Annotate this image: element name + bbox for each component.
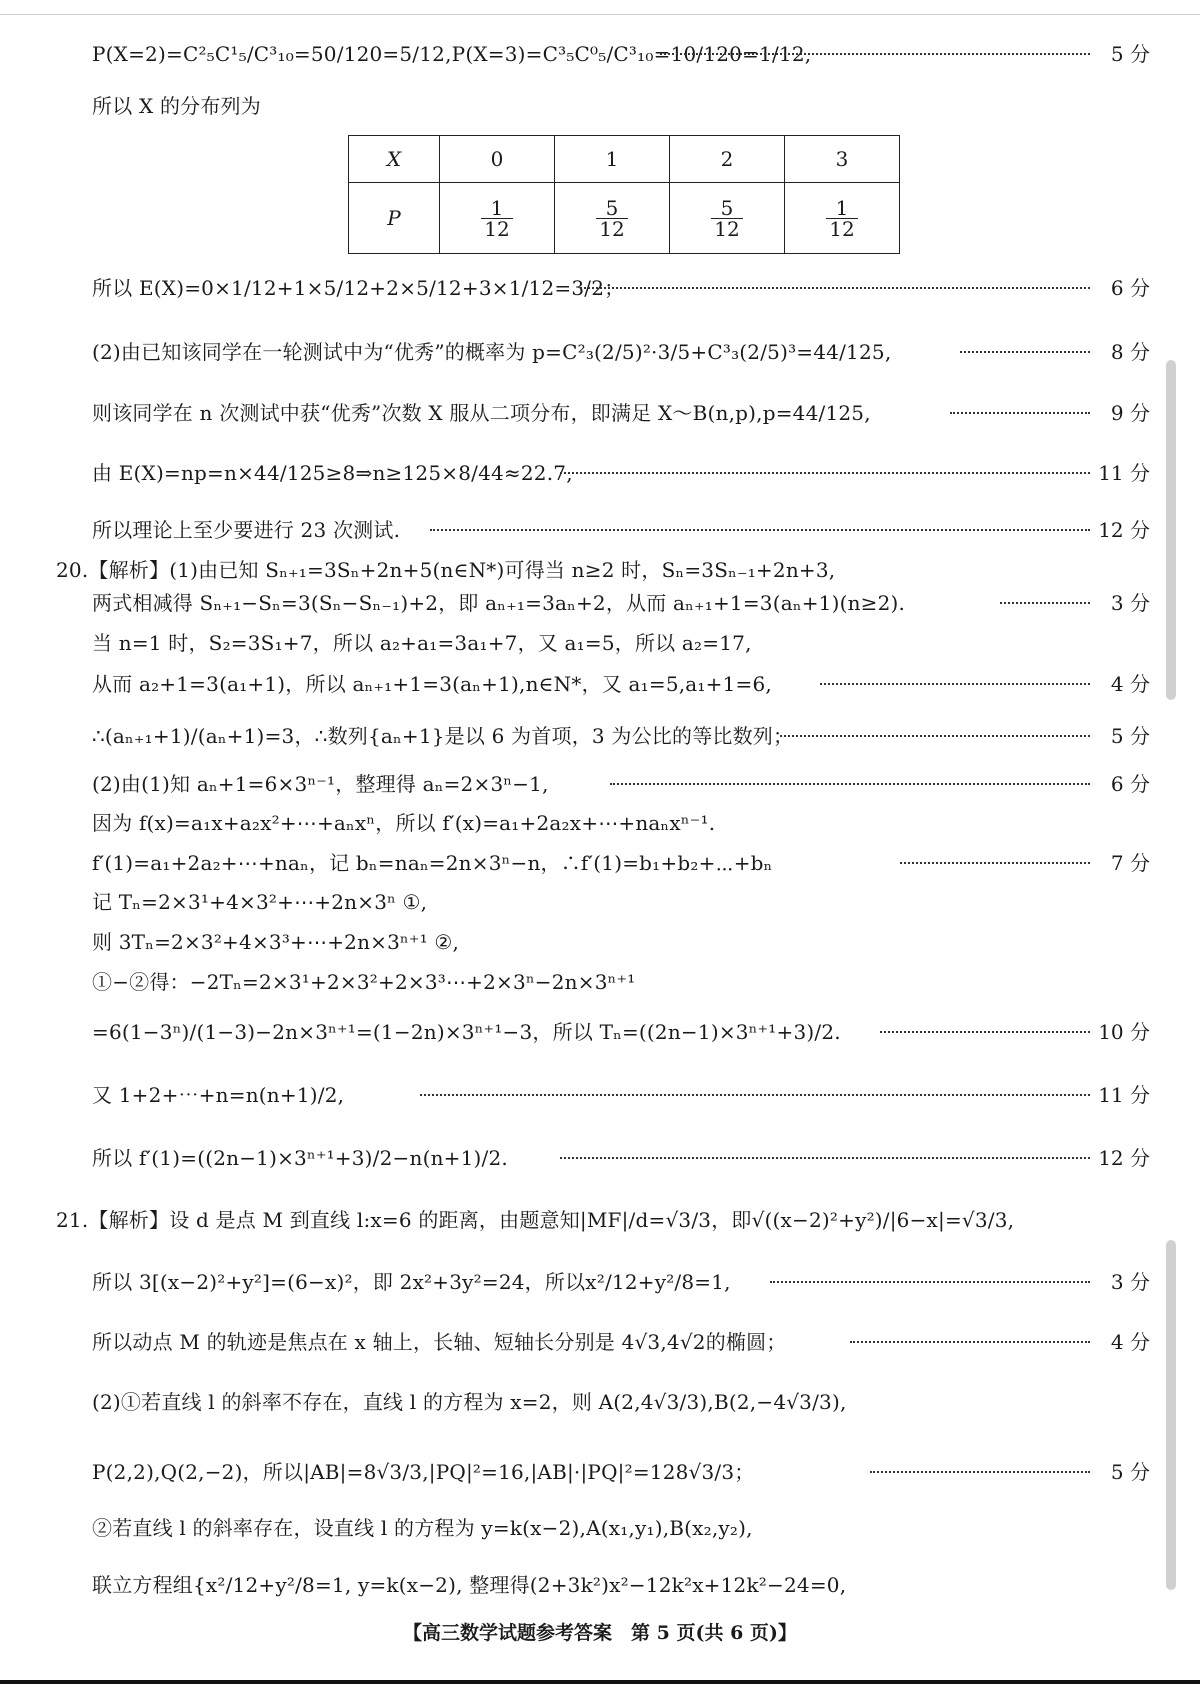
table-cell xyxy=(785,183,900,254)
score-label: 8 分 xyxy=(1110,340,1150,364)
score-label: 3 分 xyxy=(1110,591,1150,615)
leader-dots xyxy=(430,529,1090,531)
table-cell: 2 xyxy=(670,136,785,183)
q21-line-2 xyxy=(0,1262,1200,1302)
q20-line-9 xyxy=(0,882,1200,922)
score-label: 11 分 xyxy=(1098,461,1150,485)
score-label: 10 分 xyxy=(1098,1020,1150,1044)
leader-dots xyxy=(880,1031,1090,1033)
line-5 xyxy=(0,393,1200,433)
leader-dots xyxy=(660,53,1090,55)
q21-line-3 xyxy=(0,1322,1200,1362)
leader-dots xyxy=(560,1157,1090,1159)
q20-line-7 xyxy=(0,803,1200,843)
q20-line-12 xyxy=(0,1012,1200,1052)
score-label: 4 分 xyxy=(1110,672,1150,696)
leader-dots xyxy=(850,1341,1090,1343)
leader-dots xyxy=(580,287,1090,289)
line-text: 联立方程组{x²/12+y²/8=1, y=k(x−2), 整理得(2+3k²)x²−12k²x+12k²−24=0, xyxy=(92,1573,847,1597)
leader-dots xyxy=(820,683,1090,685)
line-text: f′(1)=a₁+2a₂+⋯+naₙ，记 bₙ=naₙ=2n×3ⁿ−n，∴f′(1)=b₁+b₂+⋯+bₙ xyxy=(92,851,773,875)
score-label: 3 分 xyxy=(1110,1270,1150,1294)
table-cell xyxy=(555,183,670,254)
q20-line-4 xyxy=(0,664,1200,704)
table-probability-row xyxy=(349,183,900,254)
line-text: ①−②得：−2Tₙ=2×3¹+2×3²+2×3³⋯+2×3ⁿ−2n×3ⁿ⁺¹ xyxy=(92,970,636,994)
line-text: 21.【解析】设 d 是点 M 到直线 l:x=6 的距离，由题意知|MF|/d=√3/3，即√((x−2)²+y²)/|6−x|=√3/3, xyxy=(56,1208,1015,1232)
line-text: 因为 f(x)=a₁x+a₂x²+⋯+aₙxⁿ，所以 f′(x)=a₁+2a₂x+⋯+naₙxⁿ⁻¹. xyxy=(92,811,716,835)
leader-dots xyxy=(770,1281,1090,1283)
line-1 xyxy=(0,34,1200,74)
page-footer: 【高三数学试题参考答案 第 5 页(共 6 页)】 xyxy=(403,1622,797,1644)
q21-line-4 xyxy=(0,1382,1200,1422)
table-cell: 3 xyxy=(785,136,900,183)
line-text: 所以 3[(x−2)²+y²]=(6−x)²，即 2x²+3y²=24，所以x²/12+y²/8=1, xyxy=(92,1270,731,1294)
leader-dots xyxy=(780,735,1090,737)
q20-line-3 xyxy=(0,623,1200,663)
score-label: 7 分 xyxy=(1110,851,1150,875)
score-label: 6 分 xyxy=(1110,276,1150,300)
line-3 xyxy=(0,268,1200,308)
leader-dots xyxy=(960,351,1090,353)
table-cell xyxy=(670,183,785,254)
line-text: 则该同学在 n 次测试中获“优秀”次数 X 服从二项分布，即满足 X～B(n,p),p=44/125, xyxy=(92,401,871,425)
scrollbar-thumb[interactable] xyxy=(1166,360,1176,700)
line-text: 20.【解析】(1)由已知 Sₙ₊₁=3Sₙ+2n+5(n∈N*)可得当 n≥2 时，Sₙ=3Sₙ₋₁+2n+3, xyxy=(56,558,836,582)
q20-line-11 xyxy=(0,962,1200,1002)
table-header-row xyxy=(349,136,900,183)
line-text: 当 n=1 时，S₂=3S₁+7，所以 a₂+a₁=3a₁+7，又 a₁=5，所以 a₂=17, xyxy=(92,631,752,655)
q21-line-7 xyxy=(0,1565,1200,1605)
leader-dots xyxy=(870,1471,1090,1473)
leader-dots xyxy=(950,412,1090,414)
line-text: 所以 f′(1)=((2n−1)×3ⁿ⁺¹+3)/2−n(n+1)/2. xyxy=(92,1146,508,1170)
bottom-divider xyxy=(0,1680,1200,1684)
table-cell: 1 xyxy=(555,136,670,183)
leader-dots xyxy=(610,783,1090,785)
line-text: 所以动点 M 的轨迹是焦点在 x 轴上，长轴、短轴长分别是 4√3,4√2的椭圆； xyxy=(92,1330,787,1354)
table-cell: P xyxy=(349,183,440,254)
q20-line-13 xyxy=(0,1075,1200,1115)
line-text: 记 Tₙ=2×3¹+4×3²+⋯+2n×3ⁿ ①, xyxy=(92,890,428,914)
score-label: 5 分 xyxy=(1110,1460,1150,1484)
line-text: 所以 X 的分布列为 xyxy=(92,94,261,118)
line-2 xyxy=(0,86,1200,126)
distribution-table xyxy=(348,135,900,254)
table-cell: X xyxy=(349,136,440,183)
score-label: 11 分 xyxy=(1098,1083,1150,1107)
fraction: $\frac{1}{12}$ xyxy=(826,198,857,239)
scrollbar-thumb[interactable] xyxy=(1166,1240,1176,1590)
line-text: 则 3Tₙ=2×3²+4×3³+⋯+2n×3ⁿ⁺¹ ②, xyxy=(92,930,460,954)
line-text: =6(1−3ⁿ)/(1−3)−2n×3ⁿ⁺¹=(1−2n)×3ⁿ⁺¹−3，所以 Tₙ=((2n−1)×3ⁿ⁺¹+3)/2. xyxy=(92,1020,841,1044)
leader-dots xyxy=(900,862,1090,864)
score-label: 12 分 xyxy=(1098,1146,1150,1170)
line-text: P(X=2)=C²₅C¹₅/C³₁₀=50/120=5/12,P(X=3)=C³₅C⁰₅/C³₁₀=10/120=1/12, xyxy=(92,42,812,66)
line-text: 两式相减得 Sₙ₊₁−Sₙ=3(Sₙ−Sₙ₋₁)+2，即 aₙ₊₁=3aₙ+2，从而 aₙ₊₁+1=3(aₙ+1)(n≥2). xyxy=(92,591,906,615)
line-text: 又 1+2+⋯+n=n(n+1)/2, xyxy=(92,1083,345,1107)
line-text: P(2,2),Q(2,−2)，所以|AB|=8√3/3,|PQ|²=16,|AB|·|PQ|²=128√3/3； xyxy=(92,1460,755,1484)
leader-dots xyxy=(560,472,1090,474)
score-label: 5 分 xyxy=(1110,724,1150,748)
q20-line-2 xyxy=(0,583,1200,623)
q21-line-6 xyxy=(0,1508,1200,1548)
line-text: 所以理论上至少要进行 23 次测试. xyxy=(92,518,401,542)
score-label: 5 分 xyxy=(1110,42,1150,66)
table-cell xyxy=(440,183,555,254)
line-text: ∴(aₙ₊₁+1)/(aₙ+1)=3，∴数列{aₙ+1}是以 6 为首项，3 为公比的等比数列； xyxy=(92,724,794,748)
fraction: $\frac{5}{12}$ xyxy=(711,198,742,239)
line-text: ②若直线 l 的斜率存在，设直线 l 的方程为 y=k(x−2),A(x₁,y₁),B(x₂,y₂), xyxy=(92,1516,753,1540)
line-6 xyxy=(0,453,1200,493)
q20-line-5 xyxy=(0,716,1200,756)
score-label: 12 分 xyxy=(1098,518,1150,542)
score-label: 9 分 xyxy=(1110,401,1150,425)
leader-dots xyxy=(420,1094,1090,1096)
line-text: (2)由已知该同学在一轮测试中为“优秀”的概率为 p=C²₃(2/5)²·3/5+C³₃(2/5)³=44/125, xyxy=(92,340,892,364)
line-text: (2)由(1)知 aₙ+1=6×3ⁿ⁻¹，整理得 aₙ=2×3ⁿ−1, xyxy=(92,772,549,796)
line-text: 所以 E(X)=0×1/12+1×5/12+2×5/12+3×1/12=3/2； xyxy=(92,276,625,300)
line-text: 由 E(X)=np=n×44/125≥8⇒n≥125×8/44≈22.7, xyxy=(92,461,573,485)
score-label: 6 分 xyxy=(1110,772,1150,796)
table-cell: 0 xyxy=(440,136,555,183)
leader-dots xyxy=(1000,602,1090,604)
q21-line-1 xyxy=(0,1200,1200,1240)
q20-line-10 xyxy=(0,922,1200,962)
q20-line-6 xyxy=(0,764,1200,804)
fraction: $\frac{1}{12}$ xyxy=(481,198,512,239)
q21-line-5 xyxy=(0,1452,1200,1492)
score-label: 4 分 xyxy=(1110,1330,1150,1354)
line-4 xyxy=(0,332,1200,372)
line-text: 从而 a₂+1=3(a₁+1)，所以 aₙ₊₁+1=3(aₙ+1),n∈N*，又 a₁=5,a₁+1=6, xyxy=(92,672,772,696)
line-7 xyxy=(0,510,1200,550)
q20-line-14 xyxy=(0,1138,1200,1178)
q20-line-8 xyxy=(0,843,1200,883)
top-divider xyxy=(0,14,1200,15)
line-text: (2)①若直线 l 的斜率不存在，直线 l 的方程为 x=2，则 A(2,4√3/3),B(2,−4√3/3), xyxy=(92,1390,847,1414)
fraction: $\frac{5}{12}$ xyxy=(596,198,627,239)
